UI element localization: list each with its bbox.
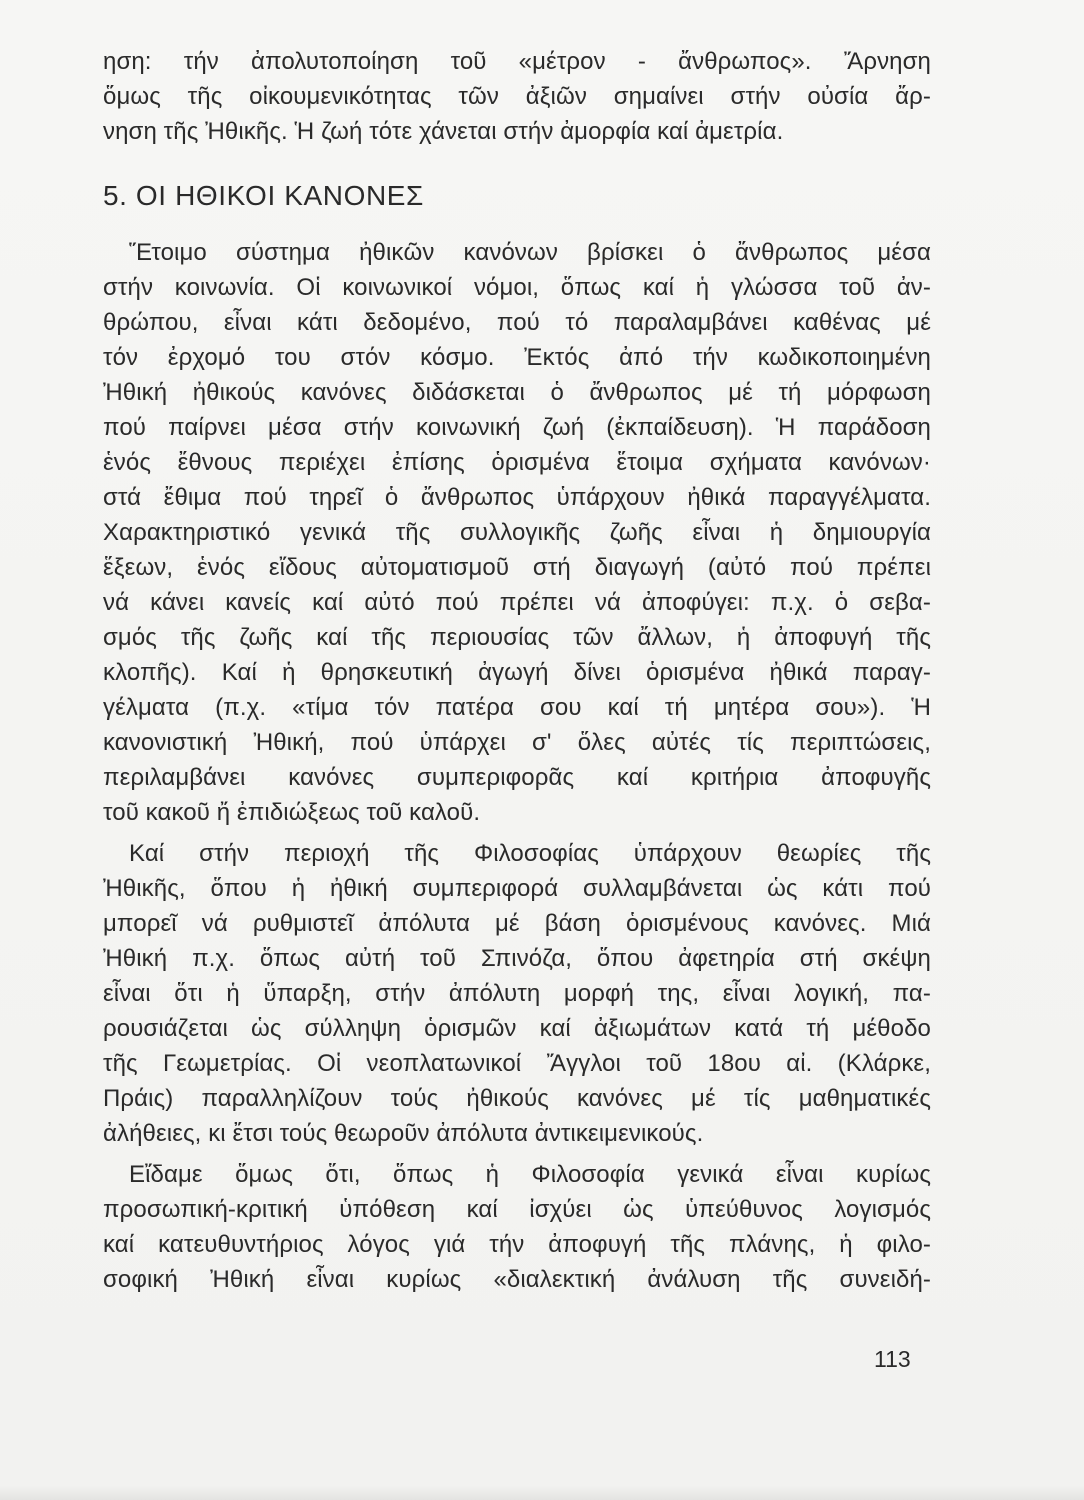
text-line: κανονιστική Ἠθική, πού ὑπάρχει σ' ὅλες αὐτές τίς περιπτώσεις,	[103, 729, 931, 756]
text-line: Ἠθική π.χ. ὅπως αὐτή τοῦ Σπινόζα, ὅπου ἀφετηρία στή σκέψη	[103, 945, 931, 972]
text-line: κλοπῆς). Καί ἡ θρησκευτική ἀγωγή δίνει ὁρισμένα ἠθικά παραγ-	[103, 659, 931, 686]
text-line: Ἠθικῆς, ὅπου ἡ ἠθική συμπεριφορά συλλαμβάνεται ὡς κάτι πού	[103, 875, 931, 902]
text-line: ἀλήθειες, κι ἔτσι τούς θεωροῦν ἀπόλυτα ἀντικειμενικούς.	[103, 1120, 704, 1147]
text-line: γέλματα (π.χ. «τίμα τόν πατέρα σου καί τή μητέρα σου»). Ἡ	[103, 694, 931, 721]
text-line: Ἠθική ἠθικούς κανόνες διδάσκεται ὁ ἄνθρωπος μέ τή μόρφωση	[103, 379, 931, 406]
text-line: Ἕτοιμο σύστημα ἠθικῶν κανόνων βρίσκει ὁ ἄνθρωπος μέσα	[129, 239, 931, 266]
text-line: τοῦ κακοῦ ἤ ἐπιδιώξεως τοῦ καλοῦ.	[103, 799, 481, 826]
text-column	[103, 44, 931, 1297]
text-line: σμός τῆς ζωῆς καί τῆς περιουσίας τῶν ἄλλων, ἡ ἀποφυγή τῆς	[103, 624, 931, 651]
text-line: Εἴδαμε ὅμως ὅτι, ὅπως ἡ Φιλοσοφία γενικά εἶναι κυρίως	[129, 1161, 931, 1188]
text-line: πού παίρνει μέσα στήν κοινωνική ζωή (ἐκπαίδευση). Ἡ παράδοση	[103, 414, 931, 441]
text-line: Χαρακτηριστικό γενικά τῆς συλλογικῆς ζωῆς εἶναι ἡ δημιουργία	[103, 519, 931, 546]
text-line: ρουσιάζεται ὡς σύλληψη ὁρισμῶν καί ἀξιωμάτων κατά τή μέθοδο	[103, 1015, 931, 1042]
text-line: σοφική Ἠθική εἶναι κυρίως «διαλεκτική ἀνάλυση τῆς συνειδή-	[103, 1266, 931, 1293]
text-line: τῆς Γεωμετρίας. Οἱ νεοπλατωνικοί Ἄγγλοι τοῦ 18ου αἰ. (Κλάρκε,	[103, 1050, 931, 1077]
paragraph-2	[103, 836, 931, 1151]
text-line: μπορεῖ νά ρυθμιστεῖ ἀπόλυτα μέ βάση ὁρισμένους κανόνες. Μιά	[103, 910, 931, 937]
text-line: εἶναι ὅτι ἡ ὕπαρξη, στήν ἀπόλυτη μορφή της, εἶναι λογική, πα-	[103, 980, 931, 1007]
paragraph-1	[103, 235, 931, 830]
text-line: Καί στήν περιοχή τῆς Φιλοσοφίας ὑπάρχουν θεωρίες τῆς	[129, 840, 931, 867]
page-number: 113	[874, 1346, 911, 1372]
intro-paragraph	[103, 44, 931, 149]
text-line: νηση τῆς Ἠθικῆς. Ἡ ζωή τότε χάνεται στήν ἀμορφία καί ἀμετρία.	[103, 118, 784, 145]
section-heading: 5. ΟΙ ΗΘΙΚΟΙ ΚΑΝΟΝΕΣ	[103, 180, 424, 211]
text-line: στήν κοινωνία. Οἱ κοινωνικοί νόμοι, ὅπως καί ἡ γλώσσα τοῦ ἀν-	[103, 274, 931, 301]
text-line: θρώπου, εἶναι κάτι δεδομένο, πού τό παραλαμβάνει καθένας μέ	[103, 309, 931, 336]
text-line: ὅμως τῆς οἰκουμενικότητας τῶν ἀξιῶν σημαίνει στήν οὐσία ἄρ-	[103, 83, 931, 110]
text-line: καί κατευθυντήριος λόγος γιά τήν ἀποφυγή τῆς πλάνης, ἡ φιλο-	[103, 1231, 931, 1258]
text-line: ηση: τήν ἀπολυτοποίηση τοῦ «μέτρον - ἄνθρωπος». Ἄρνηση	[103, 48, 931, 75]
text-line: Πράις) παραλληλίζουν τούς ἠθικούς κανόνες μέ τίς μαθηματικές	[103, 1085, 931, 1112]
text-line: στά ἔθιμα πού τηρεῖ ὁ ἄνθρωπος ὑπάρχουν ἠθικά παραγγέλματα.	[103, 484, 931, 511]
text-line: προσωπική-κριτική ὑπόθεση καί ἰσχύει ὡς ὑπεύθυνος λογισμός	[103, 1196, 931, 1223]
text-line: νά κάνει κανείς καί αὐτό πού πρέπει νά ἀποφύγει: π.χ. ὁ σεβα-	[103, 589, 931, 616]
text-line: ἑνός ἔθνους περιέχει ἐπίσης ὁρισμένα ἕτοιμα σχήματα κανόνων·	[103, 449, 931, 476]
text-line: ἕξεων, ἑνός εἴδους αὐτοματισμοῦ στή διαγωγή (αὐτό πού πρέπει	[103, 554, 931, 581]
scan-edge-shadow	[0, 1486, 1084, 1500]
paragraph-3	[103, 1157, 931, 1297]
text-line: τόν ἐρχομό του στόν κόσμο. Ἐκτός ἀπό τήν κωδικοποιημένη	[103, 344, 931, 371]
text-line: περιλαμβάνει κανόνες συμπεριφορᾶς καί κριτήρια ἀποφυγῆς	[103, 764, 931, 791]
